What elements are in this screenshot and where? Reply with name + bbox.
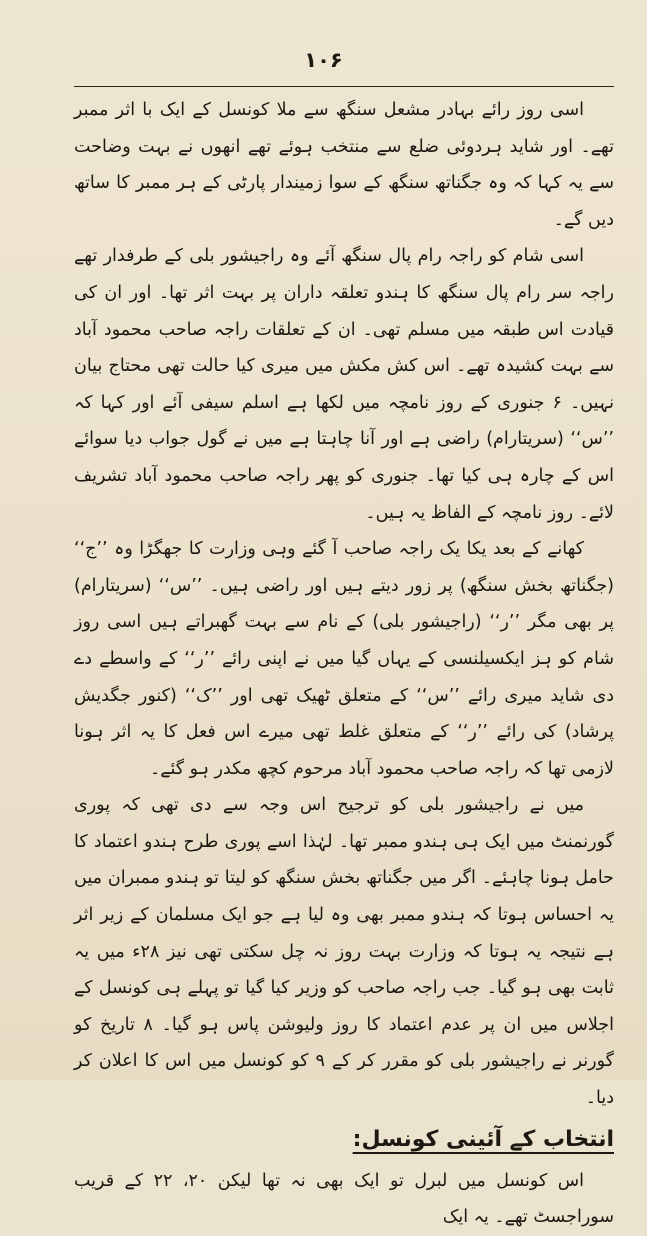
paragraph-council-liberals: اس کونسل میں لبرل تو ایک بھی نہ تھا لیکن ۲۰، ۲۲ کے قریب سوراجسٹ تھے۔ یہ ایک: [74, 1170, 614, 1228]
paragraph-rai-bahadur: اسی روز رائے بہادر مشعل سنگھ سے ملا کونسل کے ایک با اثر ممبر تھے۔ اور شاید ہردوئی ضلع سے منتخب ہوئے تھے انھوں نے بہت وضاحت سے یہ کہا کہ وہ جگناتھ سنگھ کے سوا زمیندار پارٹی کے ہر ممبر کا ساتھ دیں گے۔: [74, 100, 614, 230]
body-text: [74, 92, 614, 1236]
page-number: ۱۰۶: [304, 48, 343, 72]
paragraph-preference-reason: میں نے راجیشور بلی کو ترجیح اس وجہ سے دی تھی کہ پوری گورنمنٹ میں ایک ہی ہندو ممبر تھا۔ لہٰذا اسے پوری طرح ہندو اعتماد کا حامل ہونا چاہئے۔ اگر میں جگناتھ بخش سنگھ کو لیتا تو ہندو ممبران میں یہ احساس ہوتا کہ ہندو ممبر بھی وہ لیا ہے جو ایک مسلمان کے زیر اثر ہے نتیجہ یہ ہوتا کہ وزارت بہت روز نہ چل سکتی تھی نیز ۲۸ء میں یہ ثابت بھی ہو گیا۔ جب راجہ صاحب کو وزیر کیا گیا تو پہلے ہی کونسل کے اجلاس میں ان پر عدم اعتماد کا روز ولیوشن پاس ہو گیا۔ ۸ تاریخ کو گورنر نے راجیشور بلی کو مقرر کر کے ۹ کو کونسل میں اس کا اعلان کر دیا۔: [74, 795, 614, 1109]
paragraph-diary-quote: کھانے کے بعد یکا یک راجہ صاحب آ گئے وہی وزارت کا جھگڑا وہ ’’ج‘‘ (جگناتھ بخش سنگھ) پر زور دیتے ہیں اور راضی ہیں۔ ’’س‘‘ (سریتارام) پر بھی مگر ’’ر‘‘ (راجیشور بلی) کے نام سے بہت گھبراتے ہیں اسی روز شام کو ہز ایکسیلنسی کے یہاں گیا میں نے اپنی رائے ’’ر‘‘ کے واسطے دے دی شاید میری رائے ’’س‘‘ کے متعلق ٹھیک تھی اور ’’ک‘‘ (کنور جگدیش پرشاد) کی رائے ’’ر‘‘ کے متعلق غلط تھی میرے اس فعل کا یہ اثر ہونا لازمی تھا کہ راجہ صاحب محمود آباد مرحوم کچھ مکدر ہو گئے۔: [74, 539, 614, 779]
paragraph-raja-rampal: اسی شام کو راجہ رام پال سنگھ آئے وہ راجیشور بلی کے طرفدار تھے راجہ سر رام پال سنگھ کا ہندو تعلقہ داران پر بہت اثر تھا۔ اور ان کی قیادت اس طبقہ میں مسلم تھی۔ ان کے تعلقات راجہ صاحب محمود آباد سے بہت کشیدہ تھے۔ اس کش مکش میں میری کیا حالت تھی محتاج بیان نہیں۔ ۶ جنوری کے روز نامچہ میں لکھا ہے اسلم سیفی آئے اور کہا کہ ’’س‘‘ (سریتارام) راضی ہے اور آنا چاہتا ہے میں نے گول جواب دیا سوائے اس کے چارہ ہی کیا تھا۔ جنوری کو پھر راجہ صاحب محمود آباد تشریف لائے۔ روز نامچہ کے الفاظ یہ ہیں۔: [74, 246, 614, 523]
section-heading: انتخاب کے آئینی کونسل:: [352, 1126, 614, 1152]
header-rule: [74, 86, 614, 87]
